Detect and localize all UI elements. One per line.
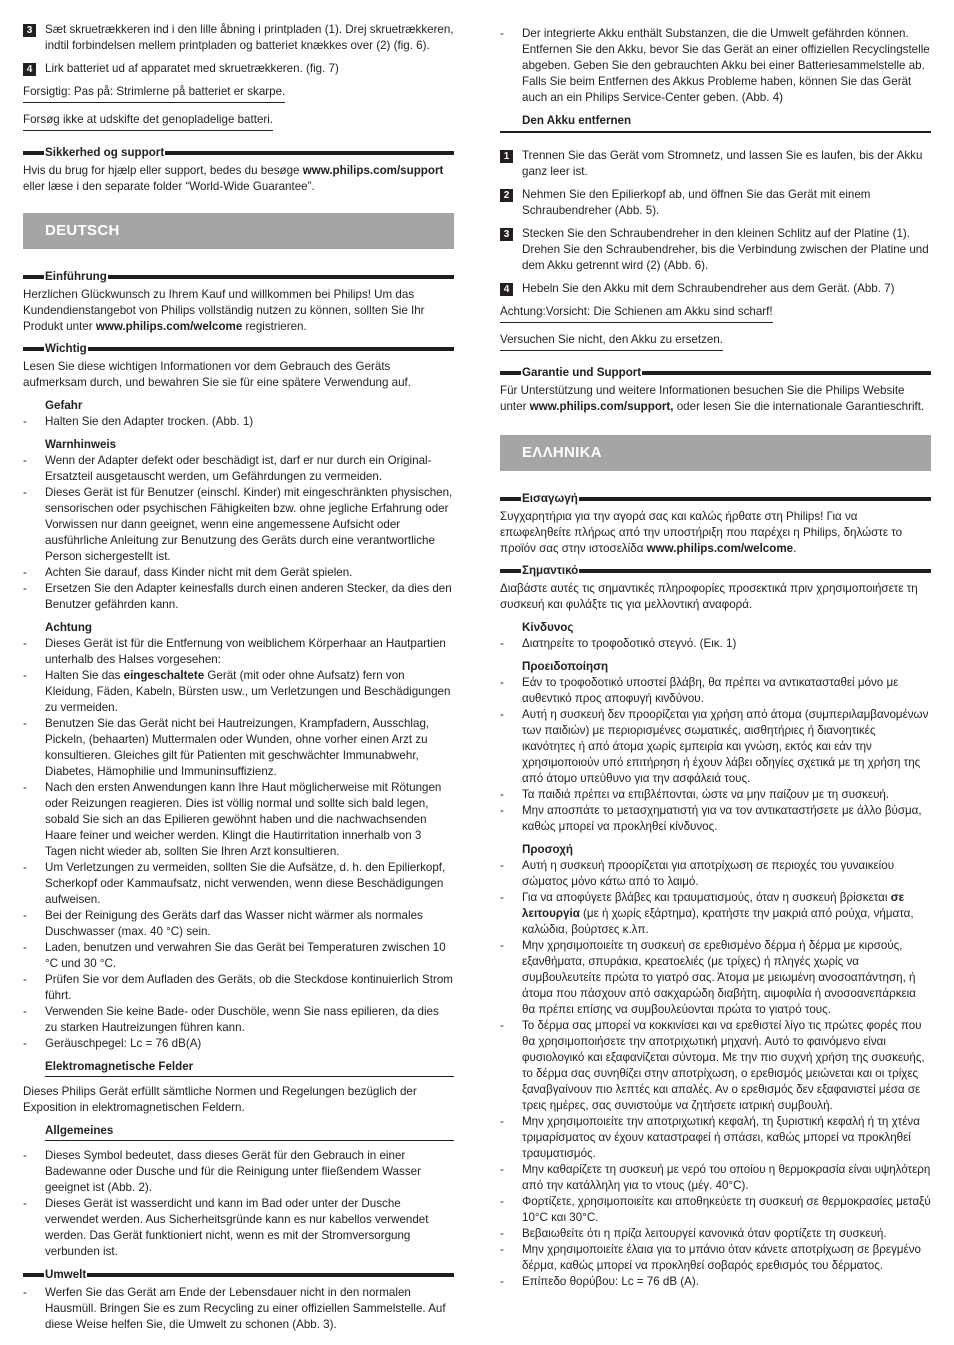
list-item: - Το δέρμα σας μπορεί να κοκκινίσει και να ερεθιστεί λίγο τις πρώτες φορές που θα χρησιμοποιήσετε την αποτριχωτική μηχανή. Αυτό το φαινόμενο είναι φυσιολογικό και εξαφανίζεται σύντομα. Με την πιο συχνή χρήση της συσκευής, το δέρμα σας συνηθίζει στην αποτρίχωση, ο ερεθισμός μειώνεται και οι τρίχες ξαναβγαίνουν πιο λεπτές και απαλές. Αν ο ερεθισμός δεν εξαφανιστεί μέσα σε τρεις ημέρες, σας συνιστούμε να ζητήσετε ιατρική συμβουλή. xyxy=(500,1018,931,1114)
warning-list xyxy=(23,453,454,613)
danger-title: Κίνδυνος xyxy=(522,621,574,634)
list-item: - Verwenden Sie keine Bade- oder Duschöle, wenn Sie nass epilieren, da dies zu starken Hautreizungen führen kann. xyxy=(23,1004,454,1036)
list-item: - Dieses Gerät ist für Benutzer (einschl. Kinder) mit eingeschränkten physischen, sensorischen oder psychischen Fähigkeiten bzw. ohne jegliche Erfahrung oder Vorwissen nur dann geeignet, wenn eine angemessene Aufsicht oder ausführliche Anleitung zur Benutzung des Geräts durch eine verantwortliche Person sichergestellt ist. xyxy=(23,485,454,565)
section-heading: Sikkerhed og support xyxy=(23,145,454,161)
section-heading: Umwelt xyxy=(23,1267,454,1283)
list-item: - Benutzen Sie das Gerät nicht bei Hautreizungen, Krampfadern, Ausschlag, Pickeln, (behaarten) Muttermalen oder Wunden, ohne vorher einen Arzt zu konsultieren. Gleiches gilt für Patienten mit geschwächter Immunabwehr, Diabetes, Hämophilie und Immuninsuffizienz. xyxy=(23,716,454,780)
step-item xyxy=(500,148,931,180)
step-item xyxy=(23,22,454,54)
caution-title: Achtung xyxy=(45,621,93,634)
step-item xyxy=(500,281,931,297)
list-item: - Μην χρησιμοποιείτε την αποτριχωτική κεφαλή, τη ξυριστική κεφαλή ή τη χτένα τριμαρίσματος αν έχουν καταστραφεί ή σπάσει, καθώς μπορεί να προκληθεί τραυματισμός. xyxy=(500,1114,931,1162)
warning-list xyxy=(500,675,931,835)
step-item xyxy=(500,226,931,274)
step-number: 3 xyxy=(500,228,513,241)
environment-list xyxy=(23,1285,454,1333)
list-item: - Διατηρείτε το τροφοδοτικό στεγνό. (Εικ. 1) xyxy=(500,636,931,652)
step-item xyxy=(500,187,931,219)
intro-paragraph: Συγχαρητήρια για την αγορά σας και καλώς ήρθατε στη Philips! Για να επωφεληθείτε πλήρως από την υποστήριξη που παρέχει η Philips, δηλώστε το προϊόν σας στην ιστοσελίδα www.philips.com/welcome. xyxy=(500,510,903,555)
list-item: - Wenn der Adapter defekt oder beschädigt ist, darf er nur durch ein Original-Ersatzteil ausgetauscht werden, um Gefährdungen zu vermeiden. xyxy=(23,453,454,485)
emf-text: Dieses Philips Gerät erfüllt sämtliche Normen und Regelungen bezüglich der Exposition in elektromagnetischen Feldern. xyxy=(23,1085,417,1114)
list-item: - Μην χρησιμοποιείτε έλαια για το μπάνιο όταν κάνετε αποτρίχωση σε βρεγμένο δέρμα, καθώς μπορεί να προκληθεί σοβαρός ερεθισμός του δέρματος. xyxy=(500,1242,931,1274)
step-number: 2 xyxy=(500,189,513,202)
step-number: 4 xyxy=(23,63,36,76)
warning-title: Warnhinweis xyxy=(45,438,117,451)
list-item: - Werfen Sie das Gerät am Ende der Lebensdauer nicht in den normalen Hausmüll. Bringen Sie es zum Recycling zu einer offiziellen Sammelstelle. Auf diese Weise helfen Sie, die Umwelt zu schonen (Abb. 3). xyxy=(23,1285,454,1333)
section-heading: Εισαγωγή xyxy=(500,491,931,507)
general-title: Allgemeines xyxy=(45,1123,454,1141)
step-text: Stecken Sie den Schraubendreher in den kleinen Schlitz auf der Platine (1). Drehen Sie den Schraubendreher, bis die Verbindung zwischen der Platine und dem Akku getrennt wird (2) (Abb. 6). xyxy=(522,227,929,272)
list-item: - Nach den ersten Anwendungen kann Ihre Haut möglicherweise mit Rötungen oder Reizungen reagieren. Dies ist völlig normal und sollte sich bald legen, sobald Sie sich an das Epilieren gewöhnt haben und die nachwachsenden Haare feiner und weicher werden. Klingt die Hautirritation innerhalb von 3 Tagen nicht wieder ab, sollten Sie Ihren Arzt konsultieren. xyxy=(23,780,454,860)
list-item: - Bei der Reinigung des Geräts darf das Wasser nicht wärmer als normales Duschwasser (max. 40 °C) sein. xyxy=(23,908,454,940)
danger-title: Gefahr xyxy=(45,399,83,412)
caution-list xyxy=(23,636,454,716)
step-number: 3 xyxy=(23,24,36,37)
list-item: - Geräuschpegel: Lc = 76 dB(A) xyxy=(23,1036,454,1052)
section-heading: Einführung xyxy=(23,269,454,285)
caution-list-rest xyxy=(23,716,454,1052)
step-text: Lirk batteriet ud af apparatet med skruetrækkeren. (fig. 7) xyxy=(45,62,339,75)
welcome-link[interactable]: www.philips.com/welcome xyxy=(646,542,794,555)
list-item: - Για να αποφύγετε βλάβες και τραυματισμούς, όταν η συσκευή βρίσκεται σε λειτουργία (με ή χωρίς εξάρτημα), κρατήστε την μακριά από ρούχα, νήματα, καλώδια, βούρτσες κ.λπ. xyxy=(500,890,931,938)
list-item: - Laden, benutzen und verwahren Sie das Gerät bei Temperaturen zwischen 10 °C und 30 °C. xyxy=(23,940,454,972)
list-item: - Μην καθαρίζετε τη συσκευή με νερό του οποίου η θερμοκρασία είναι υψηλότερη από την κατάλληλη για το ντους (μέγ. 40°C). xyxy=(500,1162,931,1194)
support-paragraph: Hvis du brug for hjælp eller support, bedes du besøge www.philips.com/support eller læse i den separate folder “World-Wide Guarantee”. xyxy=(23,164,444,193)
support-link[interactable]: www.philips.com/support xyxy=(302,164,444,177)
list-item: - Τα παιδιά πρέπει να επιβλέπονται, ώστε να μην παίζουν με τη συσκευή. xyxy=(500,787,931,803)
step-number: 1 xyxy=(500,150,513,163)
list-item: - Βεβαιωθείτε ότι η πρίζα λειτουργεί κανονικά όταν φορτίζετε τη συσκευή. xyxy=(500,1226,931,1242)
list-item: - Der integrierte Akku enthält Substanzen, die die Umwelt gefährden können. Entfernen Sie den Akku, bevor Sie das Gerät an einer offiziellen Recyclingstelle abgeben. Geben Sie den gebrauchten Akku bei einer Batteriesammelstelle ab. Falls Sie beim Entfernen des Akkus Probleme haben, können Sie das Gerät auch an ein Philips Service-Center geben. (Abb. 4) xyxy=(500,26,931,106)
step-item xyxy=(23,61,454,77)
intro-paragraph: Herzlichen Glückwunsch zu Ihrem Kauf und willkommen bei Philips! Um das Kundendienstangebot von Philips vollständig nutzen zu können, sollten Sie Ihr Produkt unter www.philips.com/welcome registrieren. xyxy=(23,288,425,333)
list-item: - Επίπεδο θορύβου: Lc = 76 dB (A). xyxy=(500,1274,931,1290)
important-intro: Lesen Sie diese wichtigen Informationen vor dem Gebrauch des Geräts aufmerksam durch, und bewahren Sie sie für eine spätere Verwendung auf. xyxy=(23,360,411,389)
step-list xyxy=(23,22,454,77)
step-list xyxy=(500,148,931,297)
step-text: Sæt skruetrækkeren ind i den lille åbning i printpladen (1). Drej skruetrækkeren, indtil forbindelsen mellem printpladen og batteriet knækkes over (2) (fig. 6). xyxy=(45,23,454,52)
important-intro: Διαβάστε αυτές τις σημαντικές πληροφορίες προσεκτικά πριν χρησιμοποιήσετε τη συσκευή και φυλάξτε τις για μελλοντική αναφορά. xyxy=(500,582,918,611)
caution-note: Forsøg ikke at udskifte det genopladelige batteri. xyxy=(23,112,273,131)
caution-list-rest xyxy=(500,938,931,1290)
list-item: - Ersetzen Sie den Adapter keinesfalls durch einen anderen Stecker, da dies den Benutzer gefährden kann. xyxy=(23,581,454,613)
remove-battery-title: Den Akku entfernen xyxy=(500,113,931,133)
caution-note: Forsigtig: Pas på: Strimlerne på batteriet er skarpe. xyxy=(23,84,285,103)
caution-note: Versuchen Sie nicht, den Akku zu ersetzen. xyxy=(500,332,723,351)
caution-note: Achtung:Vorsicht: Die Schienen am Akku sind scharf! xyxy=(500,304,773,323)
language-bar: ΕΛΛΗΝΙΚΑ xyxy=(500,435,931,471)
list-item: - Dieses Symbol bedeutet, dass dieses Gerät für den Gebrauch in einer Badewanne oder Dusche und für die Reinigung unter fließendem Wasser geeignet ist (Abb. 2). xyxy=(23,1148,454,1196)
list-item: - Αυτή η συσκευή προορίζεται για αποτρίχωση σε περιοχές του γυναικείου σώματος μόνο κάτω από το λαιμό. xyxy=(500,858,931,890)
list-item: - Dieses Gerät ist für die Entfernung von weiblichem Körperhaar an Hautpartien unterhalb des Halses vorgesehen: xyxy=(23,636,454,668)
list-item: - Halten Sie den Adapter trocken. (Abb. 1) xyxy=(23,414,454,430)
caution-title: Προσοχή xyxy=(522,843,573,856)
list-item: - Dieses Gerät ist wasserdicht und kann im Bad oder unter der Dusche verwendet werden. Aus Sicherheitsgründe kann es nur kabellos verwendet werden. Das Gerät funktioniert nicht, wenn es mit der Stromversorgung verbunden ist. xyxy=(23,1196,454,1260)
battery-list xyxy=(500,26,931,106)
list-item: - Μην αποσπάτε το μετασχηματιστή για να τον αντικαταστήσετε με άλλο βύσμα, καθώς μπορεί να προκληθεί κίνδυνος. xyxy=(500,803,931,835)
step-number: 4 xyxy=(500,283,513,296)
support-paragraph: Für Unterstützung und weitere Informationen besuchen Sie die Philips Website unter www.philips.com/support, oder lesen Sie die internationale Garantieschrift. xyxy=(500,384,925,413)
section-heading: Σημαντικό xyxy=(500,563,931,579)
caution-list xyxy=(500,858,931,938)
support-link[interactable]: www.philips.com/support, xyxy=(529,400,674,413)
right-column xyxy=(500,26,931,1290)
language-bar: DEUTSCH xyxy=(23,213,454,249)
general-list xyxy=(23,1148,454,1260)
section-heading: Garantie und Support xyxy=(500,365,931,381)
warning-title: Προειδοποίηση xyxy=(522,660,609,673)
list-item: - Achten Sie darauf, dass Kinder nicht mit dem Gerät spielen. xyxy=(23,565,454,581)
danger-list xyxy=(500,636,931,652)
list-item: - Εάν το τροφοδοτικό υποστεί βλάβη, θα πρέπει να αντικατασταθεί μόνο με αυθεντικό προς αποφυγή κινδύνου. xyxy=(500,675,931,707)
list-item: - Prüfen Sie vor dem Aufladen des Geräts, ob die Steckdose kontinuierlich Strom führt. xyxy=(23,972,454,1004)
emf-title: Elektromagnetische Felder xyxy=(45,1059,454,1077)
step-text: Hebeln Sie den Akku mit dem Schraubendreher aus dem Gerät. (Abb. 7) xyxy=(522,282,895,295)
step-text: Nehmen Sie den Epilierkopf ab, und öffnen Sie das Gerät mit einem Schraubendreher (Abb. 5). xyxy=(522,188,871,217)
danger-list xyxy=(23,414,454,430)
section-heading: Wichtig xyxy=(23,341,454,357)
list-item: - Μην χρησιμοποιείτε τη συσκευή σε ερεθισμένο δέρμα ή δέρμα με κιρσούς, εξανθήματα, σπυράκια, κρεατοελιές (με τρίχες) ή πληγές χωρίς να συμβουλευτείτε πρώτα το γιατρό σας. Άτομα με μειωμένη ανοσοαπάντηση, ή άτομα που πάσχουν από σακχαρώδη διαβήτη, αιμοφιλία ή ανοσοανεπάρκεια θα πρέπει επίσης να συμβουλεύονται πρώτα το γιατρό τους. xyxy=(500,938,931,1018)
list-item: - Halten Sie das eingeschaltete Gerät (mit oder ohne Aufsatz) fern von Kleidung, Fäden, Kabeln, Bürsten usw., um Verletzungen und Beschädigungen zu vermeiden. xyxy=(23,668,454,716)
list-item: - Um Verletzungen zu vermeiden, sollten Sie die Aufsätze, d. h. den Epilierkopf, Scherkopf oder Kammaufsatz, nicht verwenden, wenn diese Beschädigungen aufweisen. xyxy=(23,860,454,908)
list-item: - Αυτή η συσκευή δεν προορίζεται για χρήση από άτομα (συμπεριλαμβανομένων των παιδιών) με περιορισμένες σωματικές, αισθητήριες ή διανοητικές ικανότητες ή από άτομα χωρίς εμπειρία και γνώση, εκτός και εάν την χρησιμοποιούν υπό επιτήρηση ή έχουν λάβει οδηγίες σχετικά με τη χρήση της από άτομο υπεύθυνο για την ασφάλειά τους. xyxy=(500,707,931,787)
left-column xyxy=(23,22,454,1333)
step-text: Trennen Sie das Gerät vom Stromnetz, und lassen Sie es laufen, bis der Akku ganz leer ist. xyxy=(522,149,923,178)
list-item: - Φορτίζετε, χρησιμοποιείτε και αποθηκεύετε τη συσκευή σε θερμοκρασίες μεταξύ 10°C και 30°C. xyxy=(500,1194,931,1226)
welcome-link[interactable]: www.philips.com/welcome xyxy=(95,320,243,333)
